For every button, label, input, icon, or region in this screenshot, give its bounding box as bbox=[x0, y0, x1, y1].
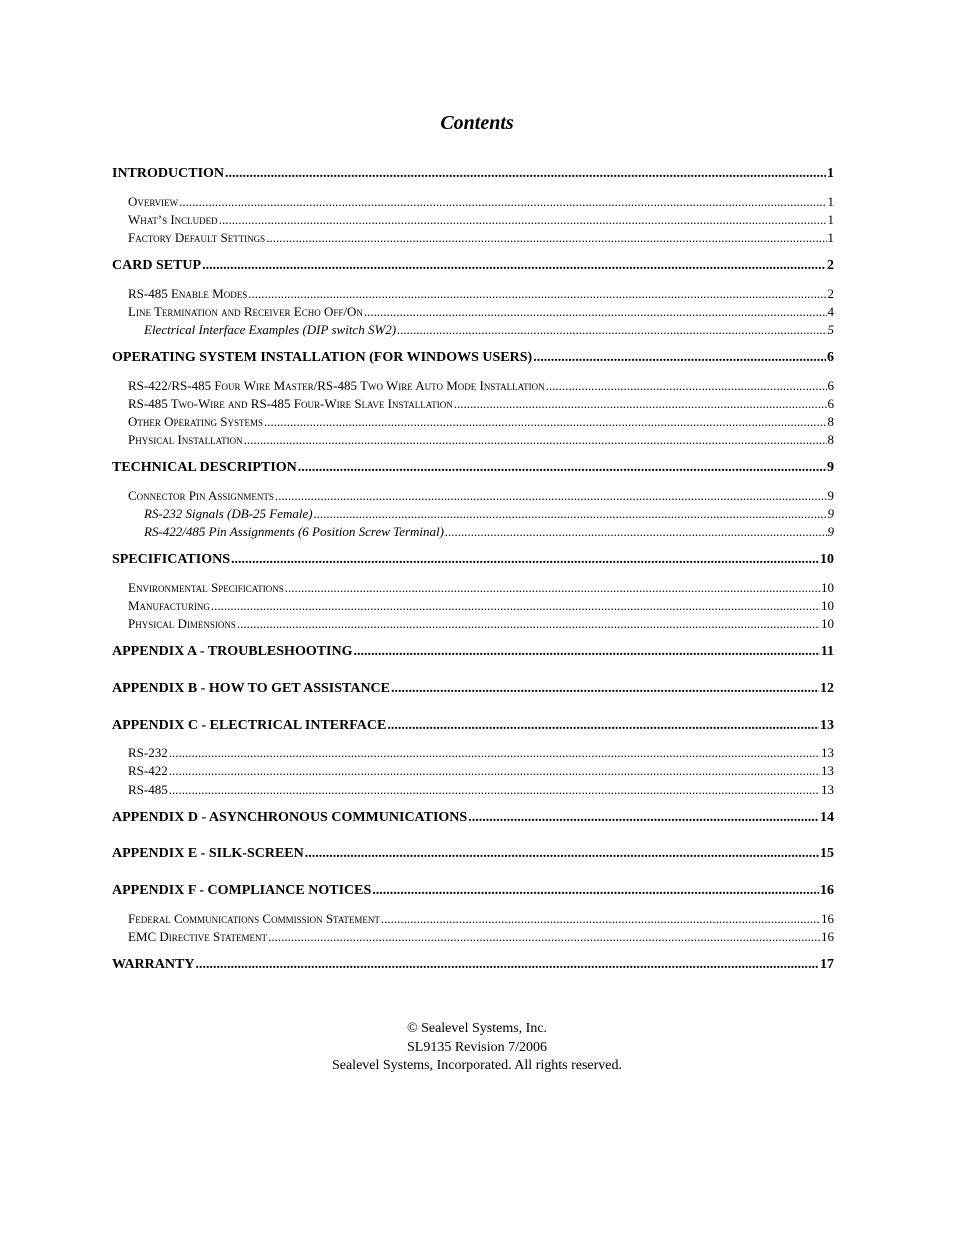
toc-leader-dots bbox=[391, 681, 819, 697]
toc-entry-page-number: 8 bbox=[827, 414, 834, 429]
toc-entry-label: CARD SETUP bbox=[112, 258, 202, 273]
toc-entry-label: APPENDIX E - SILK-SCREEN bbox=[112, 846, 304, 861]
toc-entry-label: WARRANTY bbox=[112, 957, 195, 972]
toc-entry-label: RS-422 bbox=[128, 763, 168, 778]
toc-entry-page-number: 16 bbox=[821, 929, 834, 944]
toc-entry-label: OPERATING SYSTEM INSTALLATION (FOR WINDOWS USERS) bbox=[112, 350, 533, 365]
toc-entry-page-number: 1 bbox=[827, 194, 834, 209]
toc-entry-page-number: 8 bbox=[827, 432, 834, 447]
toc-entry[interactable] bbox=[112, 810, 834, 826]
toc-leader-dots bbox=[225, 166, 826, 182]
toc-entry-page-number: 10 bbox=[821, 598, 834, 613]
toc-entry[interactable] bbox=[112, 745, 834, 761]
toc-leader-dots bbox=[195, 957, 819, 973]
toc-entry-page-number: 14 bbox=[820, 810, 834, 825]
toc-entry-label: RS-422/485 Pin Assignments (6 Position Screw Terminal) bbox=[144, 524, 444, 539]
toc-entry-label: Manufacturing bbox=[128, 598, 210, 613]
toc-entry[interactable] bbox=[112, 598, 834, 614]
toc-entry-page-number: 5 bbox=[827, 322, 834, 337]
toc-entry-label: TECHNICAL DESCRIPTION bbox=[112, 460, 297, 475]
toc-entry-page-number: 1 bbox=[827, 212, 834, 227]
toc-entry-label: RS-485 Two-Wire and RS-485 Four-Wire Slave Installation bbox=[128, 396, 453, 411]
page-title: Contents bbox=[440, 112, 514, 134]
toc-leader-dots bbox=[372, 883, 819, 899]
toc-entry-page-number: 4 bbox=[827, 304, 834, 319]
toc-leader-dots bbox=[445, 524, 827, 540]
toc-leader-dots bbox=[533, 350, 826, 366]
toc-entry-page-number: 2 bbox=[827, 286, 834, 301]
toc-entry[interactable] bbox=[112, 552, 834, 568]
toc-leader-dots bbox=[268, 929, 820, 945]
toc-leader-dots bbox=[305, 846, 819, 862]
toc-leader-dots bbox=[354, 644, 820, 660]
toc-leader-dots bbox=[364, 304, 827, 320]
toc-entry-page-number: 9 bbox=[827, 488, 834, 503]
toc-entry[interactable] bbox=[112, 230, 834, 246]
toc-entry[interactable] bbox=[112, 506, 834, 522]
toc-leader-dots bbox=[211, 598, 820, 614]
toc-leader-dots bbox=[179, 194, 826, 210]
toc-entry-page-number: 10 bbox=[820, 552, 834, 567]
toc-entry-label: Connector Pin Assignments bbox=[128, 488, 274, 503]
toc-entry[interactable] bbox=[112, 681, 834, 697]
toc-entry-page-number: 1 bbox=[827, 166, 834, 181]
toc-entry-page-number: 12 bbox=[820, 681, 834, 696]
toc-entry-label: RS-232 Signals (DB-25 Female) bbox=[144, 506, 313, 521]
toc-entry-page-number: 6 bbox=[827, 396, 834, 411]
toc-entry-label: Physical Installation bbox=[128, 432, 243, 447]
toc-entry[interactable] bbox=[112, 378, 834, 394]
toc-entry[interactable] bbox=[112, 322, 834, 338]
toc-leader-dots bbox=[244, 432, 827, 448]
toc-entry[interactable] bbox=[112, 414, 834, 430]
toc-leader-dots bbox=[387, 718, 819, 734]
toc-entry[interactable] bbox=[112, 580, 834, 596]
toc-entry-page-number: 16 bbox=[820, 883, 834, 898]
toc-leader-dots bbox=[169, 782, 820, 798]
toc-entry-page-number: 11 bbox=[820, 644, 834, 659]
toc-leader-dots bbox=[298, 460, 826, 476]
toc-entry-label: EMC Directive Statement bbox=[128, 929, 268, 944]
toc-entry[interactable] bbox=[112, 460, 834, 476]
toc-leader-dots bbox=[248, 286, 826, 302]
toc-entry-label: RS-232 bbox=[128, 745, 168, 760]
toc-entry-page-number: 17 bbox=[820, 957, 834, 972]
toc-entry-page-number: 15 bbox=[820, 846, 834, 861]
toc-entry-page-number: 10 bbox=[821, 580, 834, 595]
toc-leader-dots bbox=[275, 488, 827, 504]
toc-leader-dots bbox=[231, 552, 819, 568]
toc-leader-dots bbox=[468, 810, 819, 826]
toc-entry[interactable] bbox=[112, 396, 834, 412]
toc-entry[interactable] bbox=[112, 286, 834, 302]
toc-entry-page-number: 9 bbox=[827, 506, 834, 521]
toc-entry-page-number: 9 bbox=[827, 524, 834, 539]
toc-entry-label: Physical Dimensions bbox=[128, 616, 236, 631]
toc-leader-dots bbox=[202, 258, 826, 274]
toc-entry-page-number: 13 bbox=[820, 718, 834, 733]
toc-leader-dots bbox=[219, 212, 827, 228]
toc-leader-dots bbox=[169, 763, 820, 779]
toc-entry-label: Factory Default Settings bbox=[128, 230, 266, 245]
toc-entry[interactable] bbox=[112, 911, 834, 927]
toc-entry-label: Other Operating Systems bbox=[128, 414, 264, 429]
toc-leader-dots bbox=[264, 414, 826, 430]
toc-entry[interactable] bbox=[112, 350, 834, 366]
toc-entry[interactable] bbox=[112, 644, 834, 660]
toc-entry-label: APPENDIX B - HOW TO GET ASSISTANCE bbox=[112, 681, 391, 696]
footer bbox=[0, 1020, 954, 1076]
toc-entry-page-number: 9 bbox=[827, 460, 834, 475]
footer-copyright: © Sealevel Systems, Inc. bbox=[406, 1021, 548, 1036]
toc-entry-page-number: 13 bbox=[821, 763, 834, 778]
toc-leader-dots bbox=[237, 616, 820, 632]
toc-entry-page-number: 13 bbox=[821, 745, 834, 760]
toc-entry-label: Environmental Specifications bbox=[128, 580, 284, 595]
toc-entry[interactable] bbox=[112, 846, 834, 862]
toc-entry-page-number: 1 bbox=[827, 230, 834, 245]
toc-entry[interactable] bbox=[112, 432, 834, 448]
toc-entry[interactable] bbox=[112, 194, 834, 210]
toc-entry-label: SPECIFICATIONS bbox=[112, 552, 230, 567]
toc-leader-dots bbox=[169, 745, 820, 761]
toc-entry[interactable] bbox=[112, 488, 834, 504]
toc-entry-label: Line Termination and Receiver Echo Off/On bbox=[128, 304, 363, 319]
toc-entry-label: RS-422/RS-485 Four Wire Master/RS-485 Two Wire Auto Mode Installation bbox=[128, 378, 545, 393]
toc-entry[interactable] bbox=[112, 883, 834, 899]
toc-entry[interactable] bbox=[112, 616, 834, 632]
toc-entry[interactable] bbox=[112, 212, 834, 228]
footer-revision: SL9135 Revision 7/2006 bbox=[406, 1039, 547, 1055]
toc-entry-page-number: 13 bbox=[821, 782, 834, 797]
toc-entry[interactable] bbox=[112, 258, 834, 274]
toc-leader-dots bbox=[454, 396, 827, 412]
toc-entry-label: What’s Included bbox=[128, 212, 218, 227]
toc-entry[interactable] bbox=[112, 166, 834, 182]
toc-entry-page-number: 2 bbox=[827, 258, 834, 273]
toc-entry[interactable] bbox=[112, 957, 834, 973]
toc-entry-label: Electrical Interface Examples (DIP switch SW2) bbox=[144, 322, 397, 337]
toc-entry-page-number: 10 bbox=[821, 616, 834, 631]
toc-entry[interactable] bbox=[112, 304, 834, 320]
toc-entry[interactable] bbox=[112, 782, 834, 798]
toc-leader-dots bbox=[546, 378, 827, 394]
toc-entry-label: APPENDIX C - ELECTRICAL INTERFACE bbox=[112, 718, 387, 733]
toc-entry[interactable] bbox=[112, 763, 834, 779]
toc-entry-label: APPENDIX D - ASYNCHRONOUS COMMUNICATIONS bbox=[112, 810, 468, 825]
toc-leader-dots bbox=[381, 911, 820, 927]
toc-entry[interactable] bbox=[112, 718, 834, 734]
toc-entry[interactable] bbox=[112, 524, 834, 540]
toc-entry-label: Federal Communications Commission Statement bbox=[128, 911, 380, 926]
toc-entry-page-number: 16 bbox=[821, 911, 834, 926]
toc-leader-dots bbox=[314, 506, 827, 522]
toc-entry-label: APPENDIX F - COMPLIANCE NOTICES bbox=[112, 883, 372, 898]
toc-entry-page-number: 6 bbox=[827, 378, 834, 393]
toc-leader-dots bbox=[266, 230, 826, 246]
toc-entry-page-number: 6 bbox=[827, 350, 834, 365]
toc-entry-label: Overview bbox=[128, 194, 179, 209]
toc-entry[interactable] bbox=[112, 929, 834, 945]
toc-entry-label: INTRODUCTION bbox=[112, 166, 225, 181]
toc-leader-dots bbox=[397, 322, 826, 338]
toc-entry-label: APPENDIX A - TROUBLESHOOTING bbox=[112, 644, 353, 659]
toc-entry-label: RS-485 Enable Modes bbox=[128, 286, 248, 301]
footer-rights: Sealevel Systems, Incorporated. All rights reserved. bbox=[331, 1058, 623, 1073]
toc-entry-label: RS-485 bbox=[128, 782, 168, 797]
toc-leader-dots bbox=[285, 580, 820, 596]
